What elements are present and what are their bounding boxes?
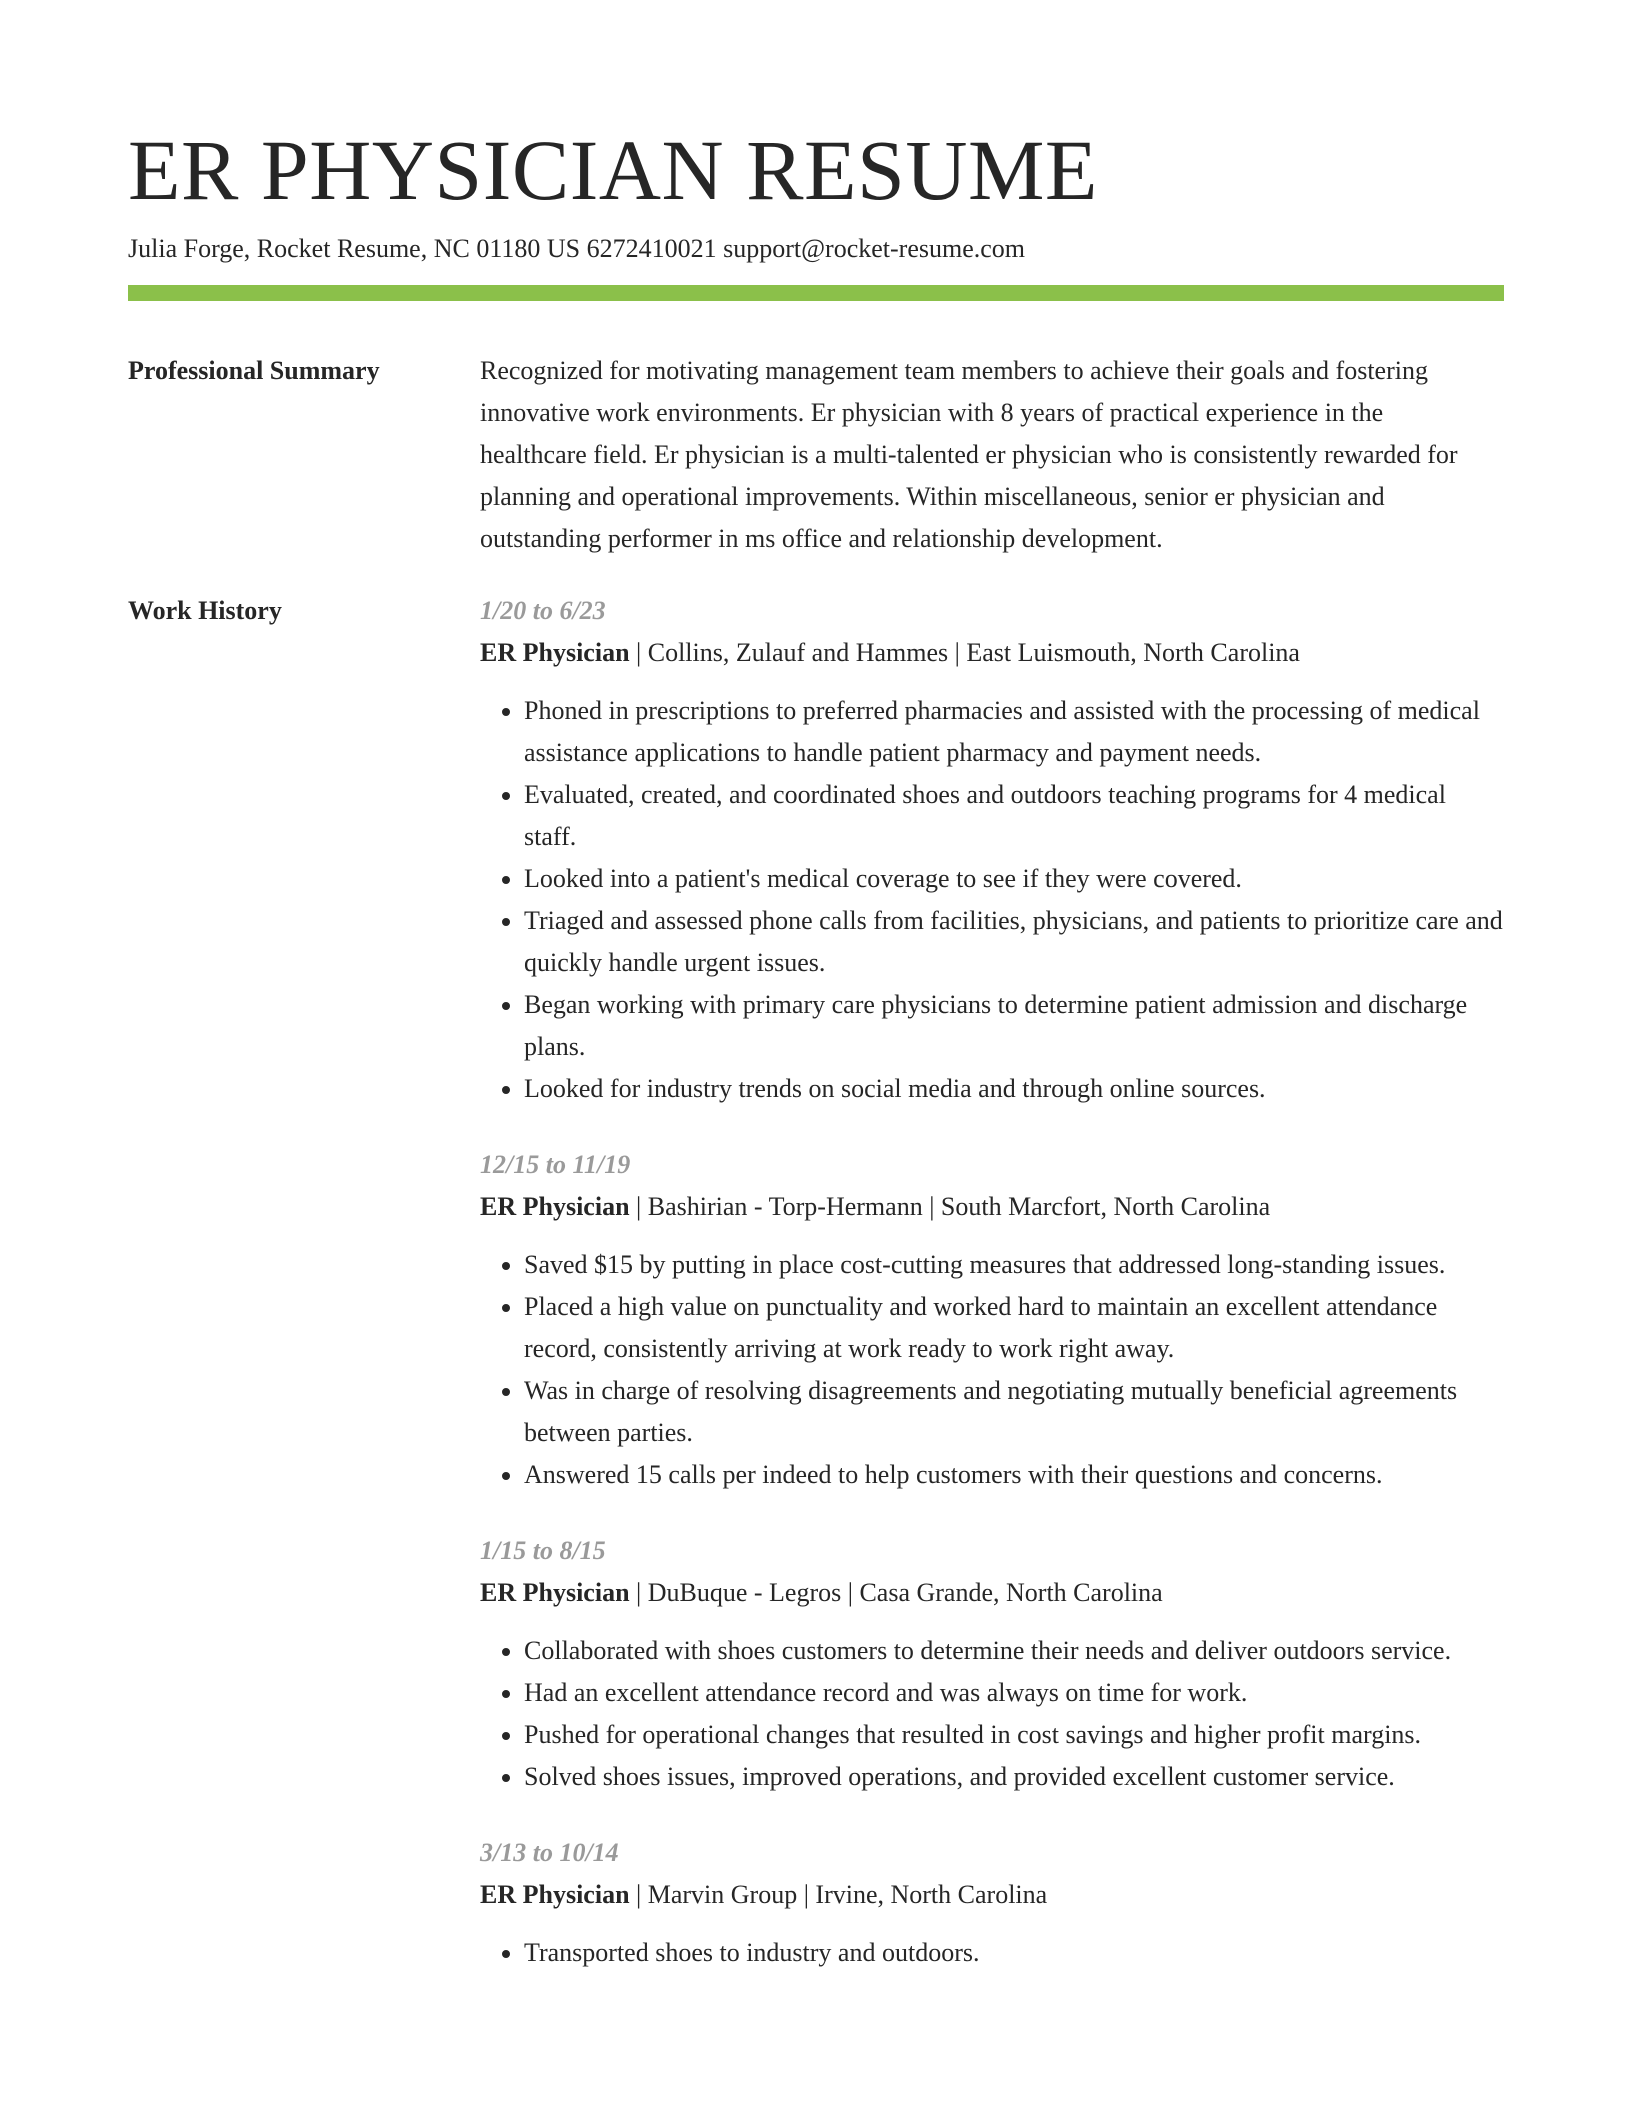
job-bullet: • Phoned in prescriptions to preferred pharmacies and assisted with the processing of medical assistance applications to handle patient pharmacy and payment needs. <box>524 690 1504 774</box>
job-employer-location: | Collins, Zulauf and Hammes | East Luismouth, North Carolina <box>629 638 1300 667</box>
job-bullet: • Had an excellent attendance record and was always on time for work. <box>524 1672 1504 1714</box>
job-heading <box>480 1572 1504 1614</box>
resume-title: ER PHYSICIAN RESUME <box>128 122 1098 218</box>
contact-line: Julia Forge, Rocket Resume, NC 01180 US 6272410021 support@rocket-resume.com <box>128 234 1025 263</box>
job-bullet: • Solved shoes issues, improved operations, and provided excellent customer service. <box>524 1756 1504 1798</box>
header-divider <box>128 285 1504 301</box>
job-heading <box>480 1186 1504 1228</box>
job-bullets <box>480 1244 1504 1496</box>
job-bullet: • Transported shoes to industry and outdoors. <box>524 1932 1504 1974</box>
job-bullet: • Looked into a patient's medical coverage to see if they were covered. <box>524 858 1504 900</box>
job-title: ER Physician <box>480 638 630 667</box>
job-heading <box>480 1874 1504 1916</box>
job-bullets <box>480 690 1504 1110</box>
job-dates: 1/15 to 8/15 <box>480 1536 606 1565</box>
job-bullet: • Was in charge of resolving disagreements and negotiating mutually beneficial agreements between parties. <box>524 1370 1504 1454</box>
professional-summary-body <box>480 350 1504 560</box>
job-bullet: • Looked for industry trends on social media and through online sources. <box>524 1068 1504 1110</box>
job-bullet: • Evaluated, created, and coordinated shoes and outdoors teaching programs for 4 medical staff. <box>524 774 1504 858</box>
job-entry <box>480 1144 1504 1496</box>
job-bullet: • Answered 15 calls per indeed to help customers with their questions and concerns. <box>524 1454 1504 1496</box>
job-bullet: • Pushed for operational changes that resulted in cost savings and higher profit margins. <box>524 1714 1504 1756</box>
job-bullets <box>480 1932 1504 1974</box>
professional-summary-section <box>128 350 1504 560</box>
job-bullet: • Began working with primary care physicians to determine patient admission and discharge plans. <box>524 984 1504 1068</box>
job-dates: 1/20 to 6/23 <box>480 596 606 625</box>
job-bullet: • Placed a high value on punctuality and worked hard to maintain an excellent attendance record, consistently arriving at work ready to work right away. <box>524 1286 1504 1370</box>
resume-sections <box>128 350 1504 2008</box>
job-entry <box>480 1832 1504 1974</box>
job-bullet: • Triaged and assessed phone calls from facilities, physicians, and patients to prioritize care and quickly handle urgent issues. <box>524 900 1504 984</box>
job-employer-location: | Bashirian - Torp-Hermann | South Marcfort, North Carolina <box>629 1192 1271 1221</box>
job-heading <box>480 632 1504 674</box>
job-bullets <box>480 1630 1504 1798</box>
job-title: ER Physician <box>480 1880 630 1909</box>
professional-summary-heading: Professional Summary <box>128 356 380 385</box>
job-employer-location: | DuBuque - Legros | Casa Grande, North Carolina <box>629 1578 1163 1607</box>
job-title: ER Physician <box>480 1578 630 1607</box>
job-entry <box>480 590 1504 1110</box>
job-dates: 3/13 to 10/14 <box>480 1838 619 1867</box>
job-bullet: • Collaborated with shoes customers to determine their needs and deliver outdoors service. <box>524 1630 1504 1672</box>
work-history-section <box>128 590 1504 2008</box>
job-title: ER Physician <box>480 1192 630 1221</box>
job-dates: 12/15 to 11/19 <box>480 1150 631 1179</box>
job-bullet: • Saved $15 by putting in place cost-cutting measures that addressed long-standing issues. <box>524 1244 1504 1286</box>
work-history-body <box>480 590 1504 2008</box>
professional-summary-text: Recognized for motivating management team members to achieve their goals and fostering innovative work environments. Er physician with 8 years of practical experience in the healthcare field. Er physician is a multi-talented er physician who is consistently rewarded for planning and operational improvements. Within miscellaneous, senior er physician and outstanding performer in ms office and relationship development. <box>480 356 1458 553</box>
job-employer-location: | Marvin Group | Irvine, North Carolina <box>629 1880 1048 1909</box>
job-entry <box>480 1530 1504 1798</box>
work-history-heading: Work History <box>128 596 282 625</box>
